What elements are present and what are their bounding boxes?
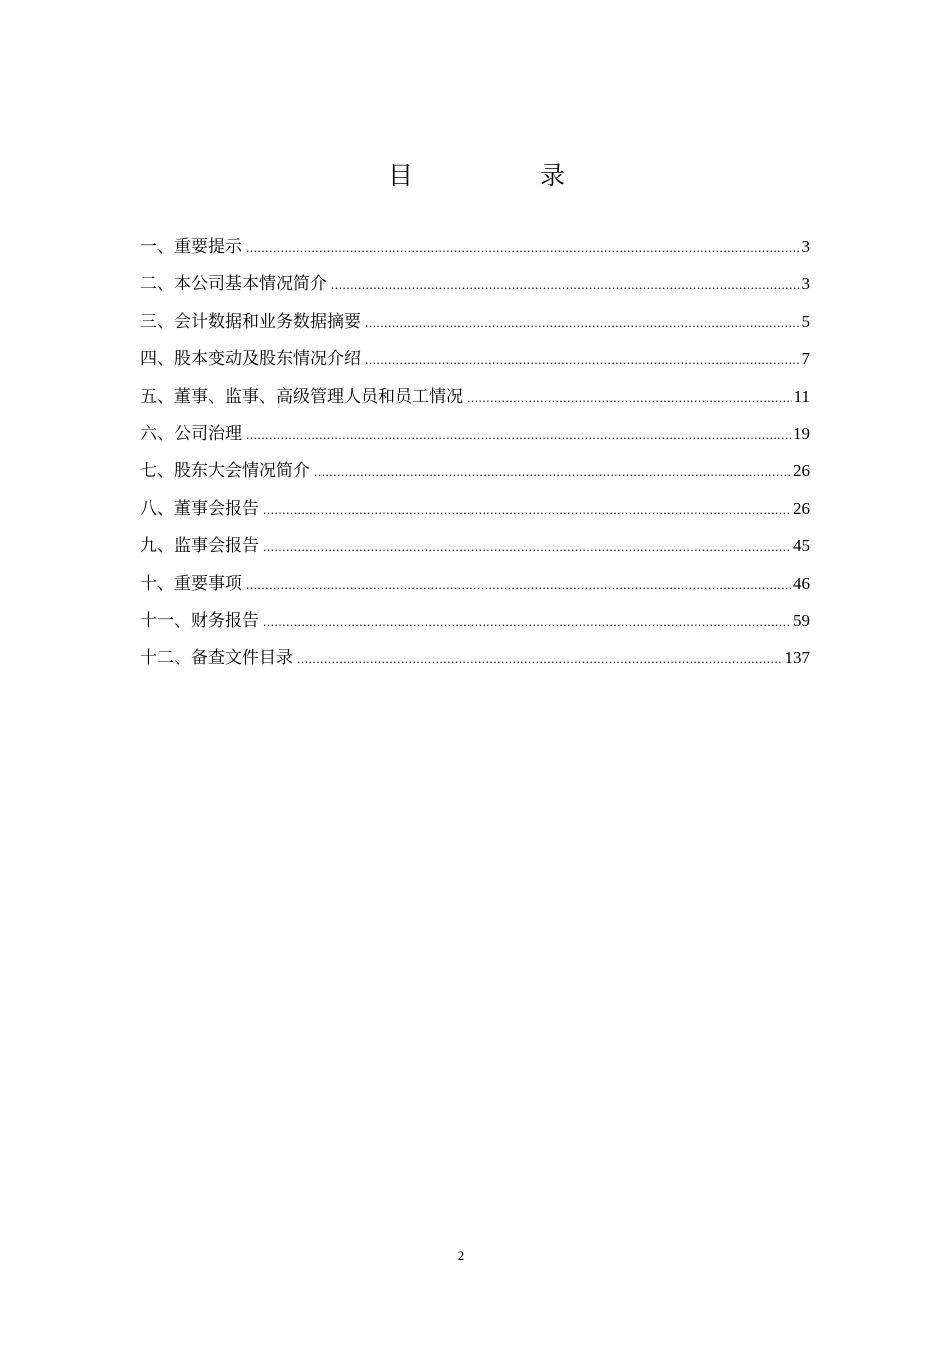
toc-entry-label: 三、会计数据和业务数据摘要	[140, 311, 361, 332]
toc-dot-leader	[331, 266, 800, 303]
toc-entry[interactable]	[140, 490, 810, 527]
toc-entry-page: 46	[793, 573, 810, 593]
toc-entry-label: 十二、备查文件目录	[140, 648, 293, 669]
toc-entry-label: 六、公司治理	[140, 423, 242, 444]
table-of-contents	[140, 228, 810, 677]
toc-entry-label: 九、监事会报告	[140, 536, 259, 557]
toc-entry-page: 3	[801, 237, 810, 256]
toc-dot-leader	[365, 304, 800, 341]
toc-entry-page: 7	[801, 349, 810, 369]
toc-entry-page: 137	[784, 648, 810, 668]
page-number: 2	[457, 1248, 465, 1263]
toc-entry-page: 19	[793, 423, 810, 443]
toc-entry-page: 45	[793, 536, 810, 556]
toc-title	[0, 158, 950, 194]
toc-entry-label: 五、董事、监事、高级管理人员和员工情况	[140, 386, 463, 407]
toc-dot-leader	[246, 416, 791, 453]
toc-entry[interactable]	[140, 228, 810, 265]
toc-dot-leader	[467, 379, 792, 416]
toc-entry[interactable]	[140, 639, 810, 676]
toc-entry-page: 11	[793, 386, 810, 406]
toc-entry[interactable]	[140, 452, 810, 489]
toc-title-char-1: 目	[388, 161, 414, 190]
toc-entry-label: 二、本公司基本情况简介	[140, 274, 327, 295]
toc-entry-label: 四、股本变动及股东情况介绍	[140, 349, 361, 370]
toc-dot-leader	[246, 229, 800, 266]
toc-entry[interactable]	[140, 527, 810, 564]
toc-entry-label: 十、重要事项	[140, 573, 242, 594]
toc-dot-leader	[246, 566, 791, 603]
toc-entry-page: 26	[793, 498, 810, 518]
toc-entry-page: 26	[793, 461, 810, 481]
toc-title-char-2: 录	[540, 161, 566, 190]
toc-entry[interactable]	[140, 340, 810, 377]
toc-entry[interactable]	[140, 265, 810, 302]
toc-entry-page: 59	[793, 610, 810, 630]
toc-entry[interactable]	[140, 303, 810, 340]
toc-entry-page: 3	[801, 274, 810, 294]
toc-dot-leader	[365, 341, 800, 378]
toc-dot-leader	[297, 640, 783, 677]
toc-entry[interactable]	[140, 415, 810, 452]
toc-dot-leader	[263, 491, 791, 528]
toc-entry[interactable]	[140, 602, 810, 639]
toc-dot-leader	[263, 603, 791, 640]
toc-entry-label: 八、董事会报告	[140, 498, 259, 519]
toc-entry[interactable]	[140, 378, 810, 415]
toc-entry-label: 十一、财务报告	[140, 610, 259, 631]
toc-dot-leader	[314, 453, 791, 490]
toc-entry-label: 一、重要提示	[140, 237, 242, 257]
toc-entry-page: 5	[801, 311, 810, 331]
toc-entry-label: 七、股东大会情况简介	[140, 461, 310, 482]
toc-dot-leader	[263, 528, 791, 565]
toc-entry[interactable]	[140, 565, 810, 602]
